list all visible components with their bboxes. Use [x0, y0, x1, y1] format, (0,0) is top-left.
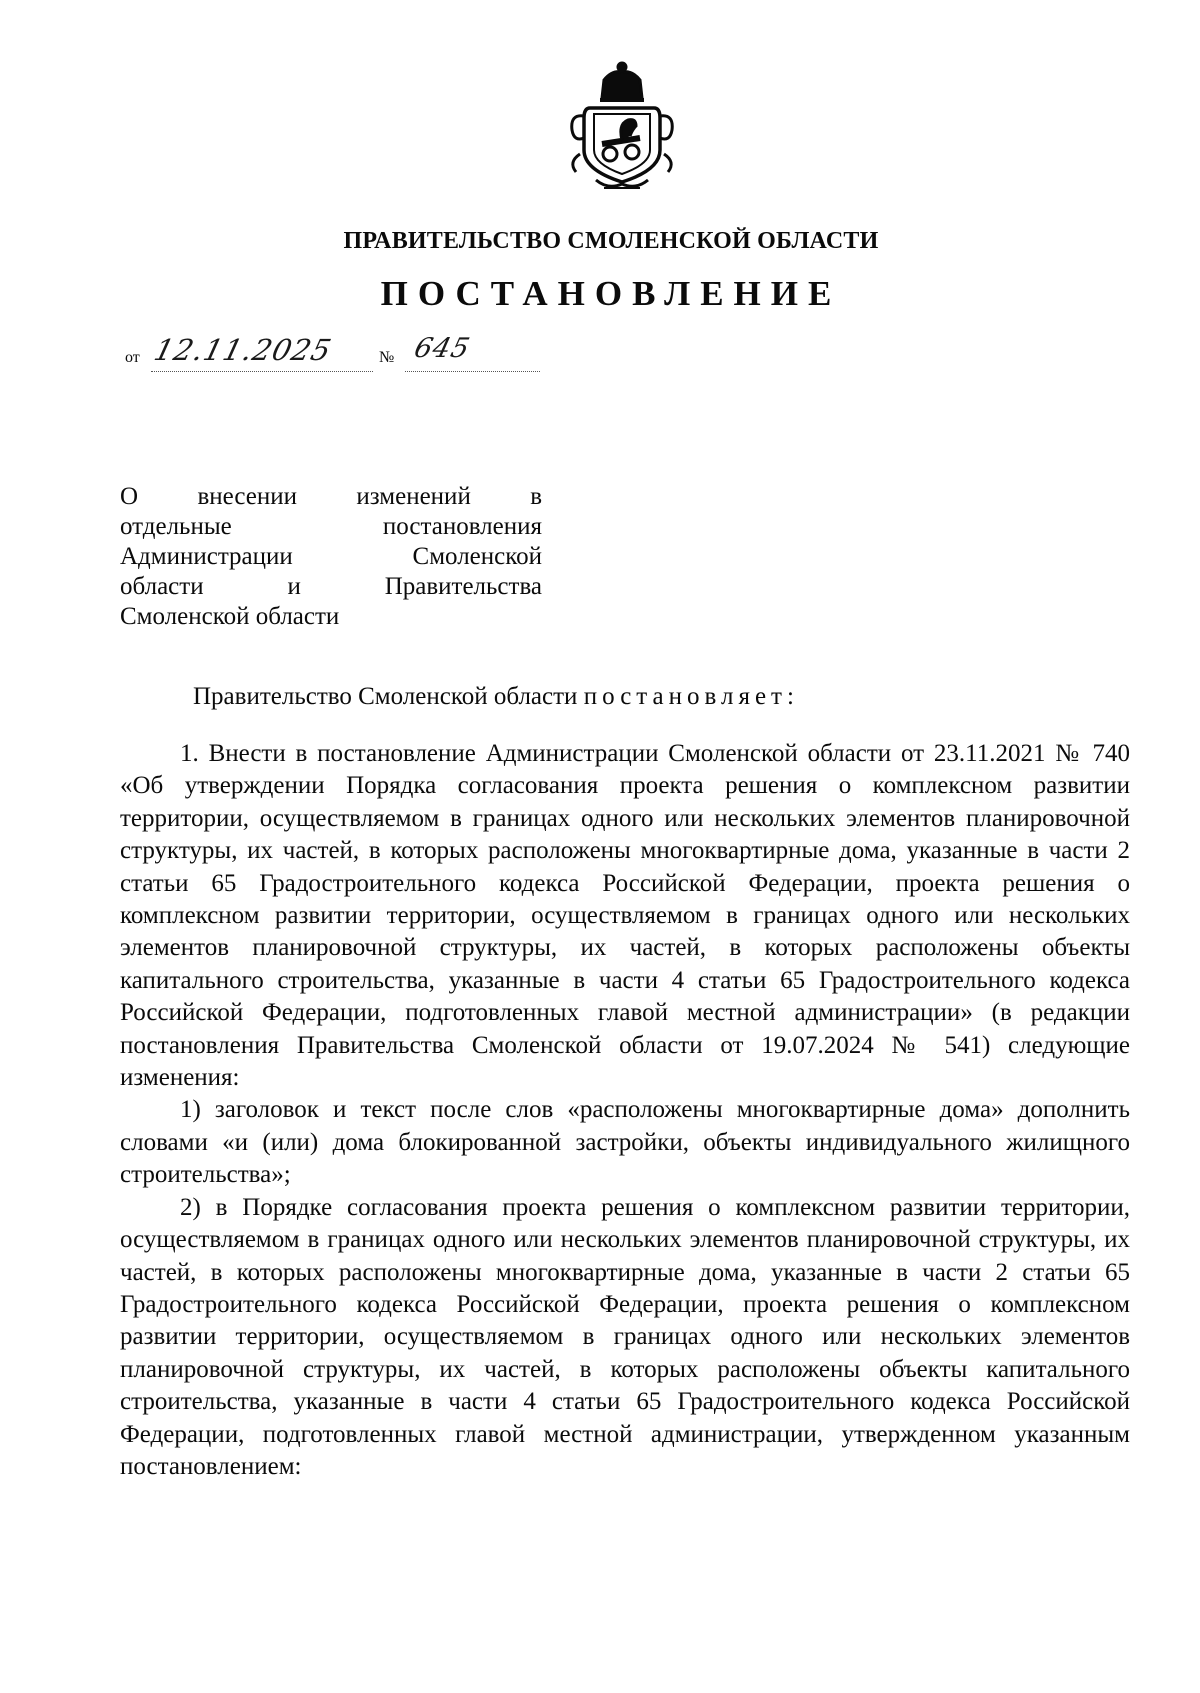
- preamble-decree-word: постановляет:: [583, 683, 799, 710]
- subject-line: Администрации Смоленской: [120, 543, 542, 570]
- number-blank-line: [405, 371, 540, 372]
- subject-line: отдельные постановления: [120, 513, 542, 540]
- date-prefix: от: [125, 349, 140, 366]
- subject-line: Смоленской области: [120, 603, 340, 630]
- document-type-title: ПОСТАНОВЛЕНИЕ: [380, 274, 842, 313]
- date-number-line: [125, 335, 545, 375]
- number-prefix: №: [379, 349, 395, 366]
- body-paragraph: 1. Внести в постановление Администрации Смоленской области от 23.11.2021 № 740 «Об утверждении Порядка согласования проекта решения о комплексном развитии территории, осуществляемом в границах одного или нескольких элементов планировочной структуры, их частей, в которых расположены многоквартирные дома, указанные в части 2 статьи 65 Градостроительного кодекса Российской Федерации, проекта решения о комплексном развитии территории, осуществляемом в границах одного или нескольких элементов планировочной структуры, их частей, в которых расположены объекты капитального строительства, указанные в части 4 статьи 65 Градостроительного кодекса Российской Федерации, подготовленных главой местной администрации» (в редакции постановления Правительства Смоленской области от 19.07.2024 № 541) следующие изменения:: [120, 740, 1130, 1092]
- handwritten-date: 12.11.2025: [150, 333, 336, 367]
- smolensk-coat-of-arms-icon: [560, 58, 684, 196]
- handwritten-number: 645: [411, 333, 474, 364]
- date-blank-line: [151, 371, 373, 372]
- document-body: [120, 738, 1130, 1483]
- document-subject: [120, 482, 542, 632]
- preamble-text: Правительство Смоленской области: [193, 683, 584, 710]
- body-paragraph: 2) в Порядке согласования проекта решения о комплексном развитии территории, осуществляемом в границах одного или нескольких элементов планировочной структуры, их частей, в которых расположены многоквартирные дома, указанные в части 2 статьи 65 Градостроительного кодекса Российской Федерации, проекта решения о комплексном развитии территории, осуществляемом в границах одного или нескольких элементов планировочной структуры, их частей, в которых расположены объекты капитального строительства, указанные в части 4 статьи 65 Градостроительного кодекса Российской Федерации, подготовленных главой местной администрации, утвержденном указанным постановлением:: [120, 1193, 1130, 1480]
- authority-title: ПРАВИТЕЛЬСТВО СМОЛЕНСКОЙ ОБЛАСТИ: [343, 228, 879, 254]
- preamble: [193, 682, 799, 712]
- subject-line: области и Правительства: [120, 573, 543, 600]
- body-paragraph: 1) заголовок и текст после слов «расположены многоквартирные дома» дополнить словами «и (или) дома блокированной застройки, объекты индивидуального жилищного строительства»;: [120, 1096, 1130, 1189]
- subject-line: О внесении изменений в: [120, 483, 543, 510]
